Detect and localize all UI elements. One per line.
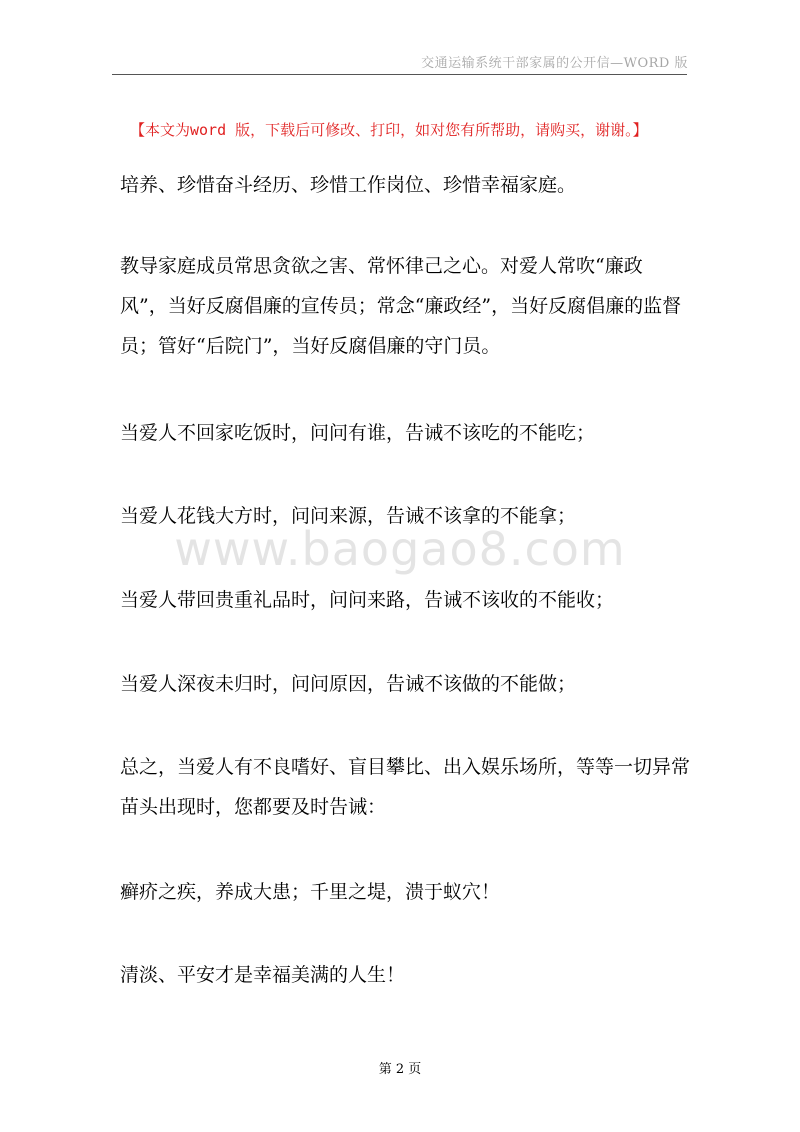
paragraph-8: 癣疥之疾，养成大患；千里之堤，溃于蚁穴！ <box>120 881 501 903</box>
paragraph-6: 当爱人深夜未归时，问问原因，告诫不该做的不能做； <box>120 673 577 695</box>
paragraph-1: 培养、珍惜奋斗经历、珍惜工作岗位、珍惜幸福家庭。 <box>120 174 577 196</box>
page-number: 第 2 页 <box>378 1062 422 1077</box>
paragraph-5: 当爱人带回贵重礼品时，问问来路，告诫不该收的不能收； <box>120 589 615 611</box>
paragraph-9: 清淡、平安才是幸福美满的人生！ <box>120 964 406 986</box>
paragraph-3: 当爱人不回家吃饭时，问问有谁，告诫不该吃的不能吃； <box>120 422 596 444</box>
paragraph-7: 总之，当爱人有不良嗜好、盲目攀比、出入娱乐场所，等等一切异常苗头出现时，您都要及时告诫： <box>120 756 691 818</box>
paragraph-4: 当爱人花钱大方时，问问来源，告诫不该拿的不能拿； <box>120 505 577 527</box>
paragraph-2: 教导家庭成员常思贪欲之害、常怀律己之心。对爱人常吹“廉政风”，当好反腐倡廉的宣传员；常念“廉政经”，当好反腐倡廉的监督员；管好“后院门”，当好反腐倡廉的守门员。 <box>120 255 682 357</box>
document-header-title: 交通运输系统干部家属的公开信—WORD 版 <box>421 56 688 71</box>
header-divider <box>112 74 687 75</box>
watermark: www.baogao8.com <box>174 522 626 576</box>
download-notice: 【本文为word 版，下载后可修改、打印，如对您有所帮助，请购买，谢谢。】 <box>130 121 648 139</box>
